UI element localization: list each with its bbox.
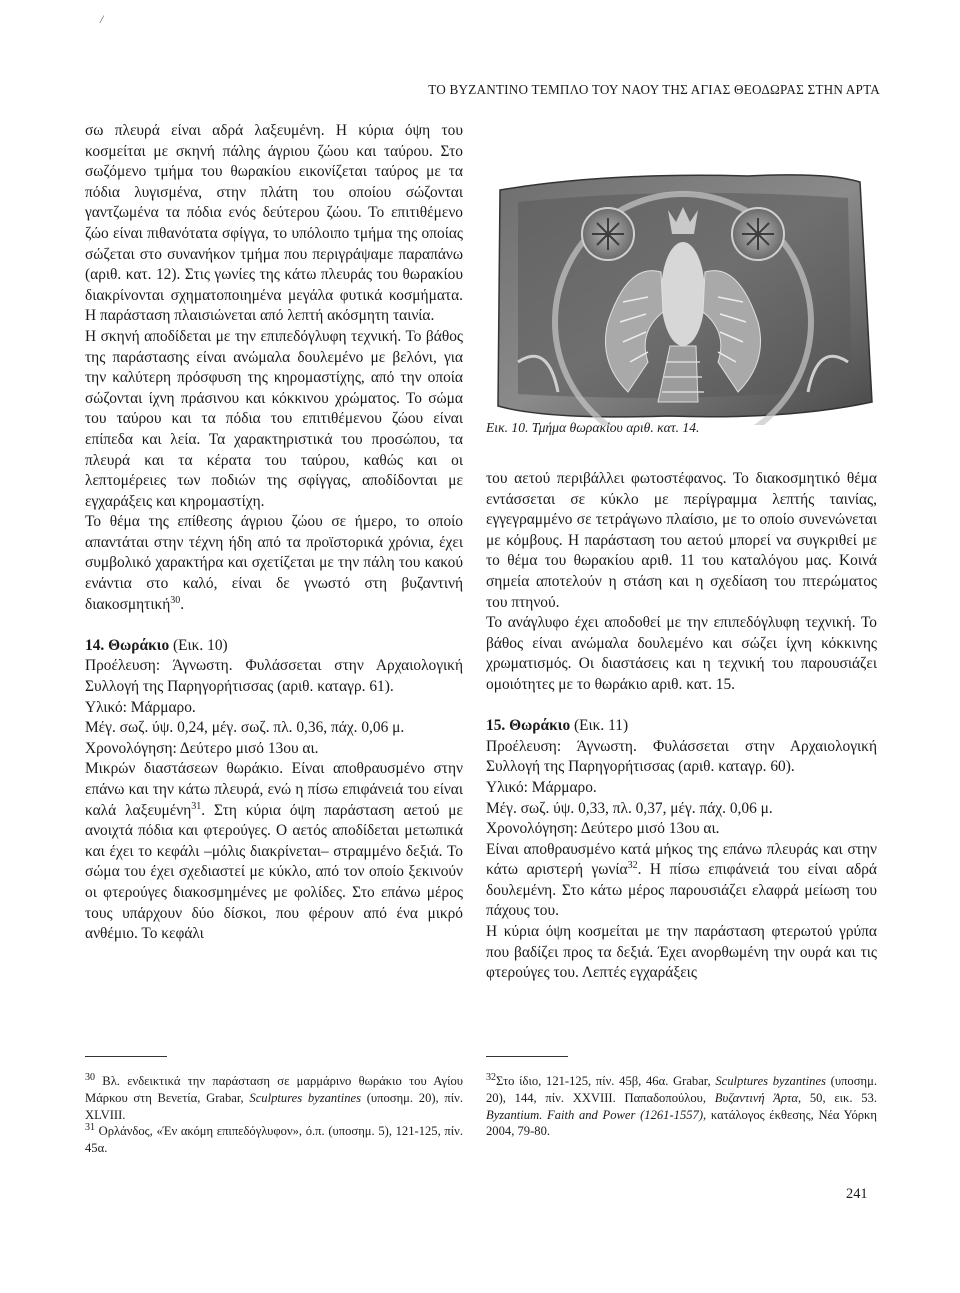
entry-15-dimensions: Μέγ. σωζ. ύψ. 0,33, πλ. 0,37, μέγ. πάχ. 0,06 μ. [486, 799, 773, 817]
footnote-italic: Βυζαντινή Άρτα [714, 1090, 799, 1105]
entry-15-dating: Χρονολόγηση: Δεύτερο μισό 13ου αι. [486, 820, 720, 838]
stray-mark: / [100, 12, 104, 26]
entry-15-desc-a: Είναι αποθραυσμένο κατά μήκος της επάνω πλευράς και στην κάτω αριστερή γωνία [486, 840, 877, 879]
entry-15-figref: (Εικ. 11) [570, 717, 629, 735]
entry-15-material: Υλικό: Μάρμαρο. [486, 778, 597, 796]
footnote-text: , κατάλογος έκθεσης, Νέα Υόρκη 2004, 79-80. [486, 1107, 877, 1139]
entry-14-material: Υλικό: Μάρμαρο. [85, 698, 196, 716]
entry-14-figref: (Εικ. 10) [169, 636, 228, 654]
entry-14-dating: Χρονολόγηση: Δεύτερο μισό 13ου αι. [85, 739, 319, 757]
footnote-rule-left [85, 1056, 167, 1057]
marble-slab-photo [488, 162, 876, 425]
footnote-text: (υποσημ. 20), πίν. XLVIII. [85, 1090, 464, 1122]
footnote-rule-right [486, 1056, 568, 1057]
entry-14-heading [85, 636, 463, 657]
technique-paragraph: Η σκηνή αποδίδεται με την επιπεδόγλυφη τεχνική. Το βάθος της παράστασης είναι ανώμαλα δουλεμένο με βελόνι, για την καλύτερη πρόσφυση της κηρομαστίχης, από την οποία σώζονται ίχνη πράσινου και κόκκινου χρώματος. Το σώμα του ταύρου και τα πόδια του επιτιθέμενου ζώου είναι επίπεδα και λεία. Τα χαρακτηριστικά του προσώπου, τα πλευρά και τα κέρατα του ταύρου, καθώς και οι λεπτομέρειες των ποδιών της σφίγγας, αποδίδονται με εγχαράξεις και κηρομαστίχη. [85, 327, 463, 510]
footnote-32 [486, 1073, 877, 1140]
footnotes-left [85, 1073, 463, 1157]
footnote-italic: Sculptures byzantines [715, 1074, 826, 1088]
entry-15-title: 15. Θωράκιο [486, 717, 571, 735]
footnotes-right [486, 1073, 877, 1140]
entry-15-description [486, 840, 877, 922]
footnote-text: (υποσημ. 20), 144, πίν. XXVIII. Παπαδοπούλου, [486, 1074, 878, 1105]
footnote-ref-31: 31 [191, 800, 202, 812]
footnote-num: 32 [486, 1071, 496, 1083]
entry-14-desc-a: Μικρών διαστάσεων θωράκιο. Είναι αποθραυσμένο στην επάνω και την κάτω πλευρά, ενώ η πίσω επιφάνειά του είναι καλά λαξευμένη [85, 760, 463, 819]
footnote-text: , 50, εικ. 53. [798, 1090, 877, 1105]
entry-15-heading [486, 716, 877, 737]
theme-text: Το θέμα της επίθεσης άγριου ζώου σε ήμερο, το οποίο απαντάται στην τέχνη ήδη από τα προϊστορικά χρόνια, έχει συμβολικό χαρακτήρα και σχετίζεται με την πάλη του κακού ενάντια στο καλό, είναι δε γνωστό στη βυζαντινή διακοσμητική [85, 513, 463, 613]
left-column [85, 121, 463, 945]
entry-15-desc-b: . Η πίσω επιφάνειά του είναι αδρά δουλεμένη. Στο κάτω μέρος παρουσιάζει ελαφρά μείωση του πάχους του. [486, 861, 877, 920]
footnote-31 [85, 1123, 463, 1157]
entry-14-title: 14. Θωράκιο [85, 636, 170, 654]
intro-paragraph: σω πλευρά είναι αδρά λαξευμένη. Η κύρια όψη του κοσμείται με σκηνή πάλης άγριου ζώου και ταύρου. Στο σωζόμενο τμήμα του θωρακίου εικονίζεται ταύρος με τα πόδια λυγισμένα, στην πλάτη του οποίου σώζονται γαντζωμένα τα πόδια ενός δεύτερου ζώου. Το επιτιθέμενο ζώο είναι πιθανότατα σφίγγα, το υπόλοιπο τμήμα της οποίας σώζεται στο συνανήκον τμήμα που περιγράψαμε παραπάνω (αριθ. κατ. 12). Στις γωνίες της κάτω πλευράς του θωρακίου διακρίνονται σχηματοποιημένα μεγάλα φυτικά κοσμήματα. Η παράσταση πλαισιώνεται από λεπτή ακόσμητη ταινία. [85, 122, 463, 325]
footnote-italic: Sculptures byzantines [249, 1090, 361, 1105]
entry-14-dimensions: Μέγ. σωζ. ύψ. 0,24, μέγ. σωζ. πλ. 0,36, πάχ. 0,06 μ. [85, 719, 405, 737]
footnote-text: Ορλάνδος, «Έν ακόμη επιπεδόγλυφον», ό.π. (υποσημ. 5), 121-125, πίν. 45α. [85, 1124, 463, 1156]
continuation-paragraph: του αετού περιβάλλει φωτοστέφανος. Το διακοσμητικό θέμα εντάσσεται σε κύκλο με περίγραμμα λεπτής ταινίας, εγγεγραμμένο σε τετράγωνο πλαίσιο, με το οποίο συνενώνεται με κόμβους. Η παράσταση του αετού μπορεί να συγκριθεί με το θέμα του θωρακίου αριθ. 11 του καταλόγου μας. Κοινά σημεία αποτελούν η στάση και η σχεδίαση του πτερώματος του πτηνού. [486, 470, 877, 611]
footnote-ref-32: 32 [627, 860, 638, 872]
right-column [486, 469, 877, 984]
figure-caption: Εικ. 10. Τμήμα θωρακίου αριθ. κατ. 14. [486, 420, 700, 435]
relief-paragraph: Το ανάγλυφο έχει αποδοθεί με την επιπεδόγλυφη τεχνική. Το βάθος είναι ανώμαλα δουλεμένο και σώζει ίχνη κόκκινης χρωματισμός. Οι διαστάσεις και η τεχνική του παρουσιάζει ομοιότητες με το θωράκιο αριθ. κατ. 15. [486, 614, 877, 693]
theme-paragraph [85, 512, 463, 615]
footnote-30 [85, 1073, 463, 1123]
footnote-num: 31 [85, 1122, 95, 1134]
entry-15-provenance: Προέλευση: Άγνωστη. Φυλάσσεται στην Αρχαιολογική Συλλογή της Παρηγορήτισσας (αριθ. καταγρ. 60). [486, 737, 877, 776]
entry-14-description [85, 759, 463, 944]
theme-end: . [180, 595, 185, 613]
footnote-ref-30: 30 [170, 594, 181, 606]
footnote-text: Βλ. ενδεικτικά την παράσταση σε μαρμάρινο θωράκιο του Αγίου Μάρκου στη Βενετία, Grabar, [85, 1074, 464, 1105]
running-head: ΤΟ ΒΥΖΑΝΤΙΝΟ ΤΕΜΠΛΟ ΤΟΥ ΝΑΟΥ ΤΗΣ ΑΓΙΑΣ ΘΕΟΔΩΡΑΣ ΣΤΗΝ ΑΡΤΑ [428, 82, 880, 97]
entry-15-description-2: Η κύρια όψη κοσμείται με την παράσταση φτερωτού γρύπα που βαδίζει προς τα δεξιά. Έχει ανορθωμένη την ουρά και τις φτερούγες του. Λεπτές εγχαράξεις [486, 923, 877, 982]
entry-14-desc-b: . Στη κύρια όψη παράσταση αετού με ανοιχτά πόδια και φτερούγες. Ο αετός αποδίδεται μετωπικά και έχει το κεφάλι –μόλις διακρίνεται– στραμμένο δεξιά. Το σώμα του έχει σχεδιαστεί με κύκλο, από τον οποίο ξεκινούν οι φτερούγες διακοσμημένες με φολίδες. Στο επάνω μέρος τους υπάρχουν δύο δίσκοι, που φέρουν από ένα μικρό ανθέμιο. Το κεφάλι [85, 801, 463, 943]
page-number: 241 [846, 1186, 868, 1202]
footnote-num: 30 [85, 1071, 95, 1083]
footnote-text: Στο ίδιο, 121-125, πίν. 45β, 46α. Grabar, [496, 1074, 716, 1088]
entry-14-provenance: Προέλευση: Άγνωστη. Φυλάσσεται στην Αρχαιολογική Συλλογή της Παρηγορήτισσας (αριθ. καταγρ. 61). [85, 657, 463, 696]
footnote-italic: Byzantium. Faith and Power (1261-1557) [486, 1107, 704, 1122]
